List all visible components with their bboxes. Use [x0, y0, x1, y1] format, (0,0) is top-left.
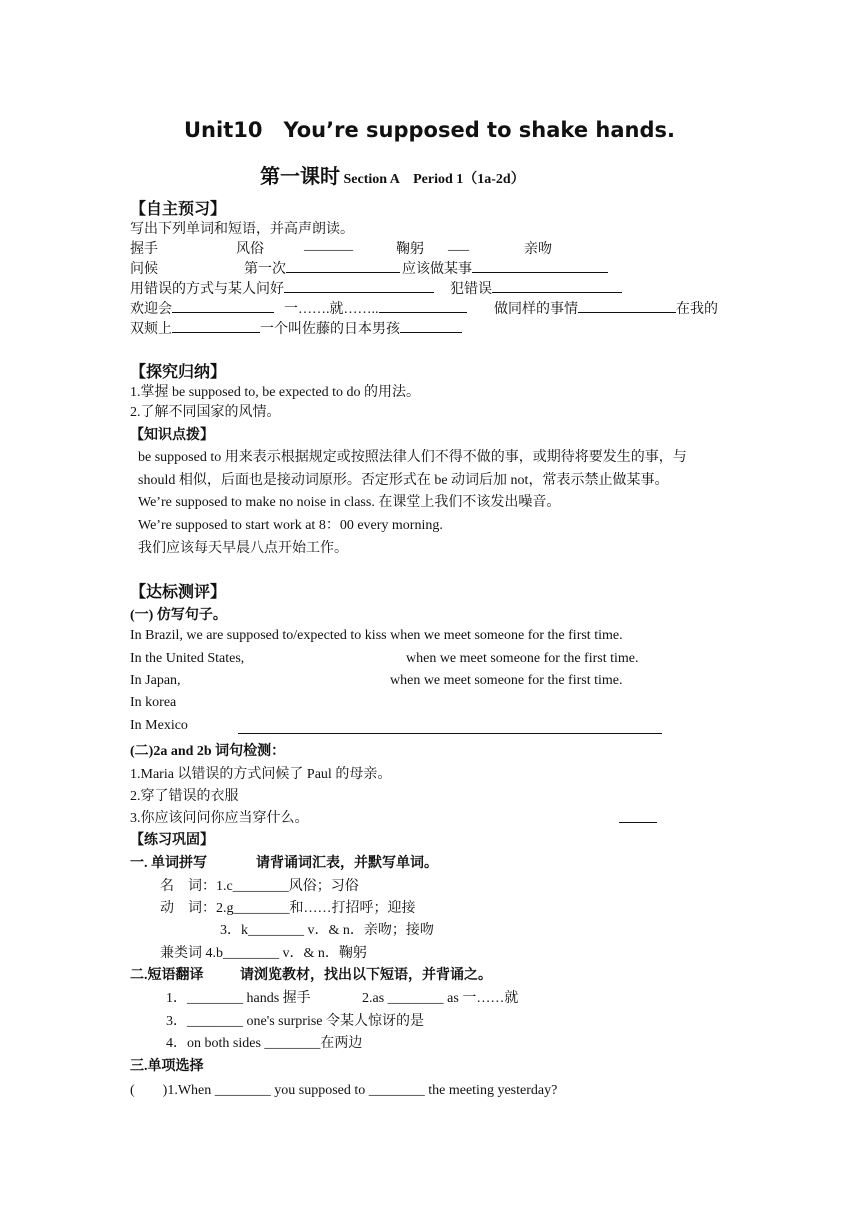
- vocab-mistake-label: 犯错误: [450, 282, 492, 297]
- answer-blank[interactable]: [578, 299, 676, 313]
- answer-blank[interactable]: [472, 259, 608, 273]
- vocab-cheeks: [130, 318, 462, 338]
- phrase-instruction: 请浏览教材，找出以下短语，并背诵之。: [240, 968, 492, 983]
- vocab-supposed-label: 应该做某事: [402, 262, 472, 277]
- test-heading: 【达标测评】: [130, 582, 227, 601]
- choice-heading: 三.单项选择: [130, 1059, 204, 1074]
- phrase-item-4: 4．on both sides ________在两边: [166, 1036, 363, 1051]
- test-part-1: (一) 仿写句子。: [130, 608, 227, 623]
- spelling-item-3: 3．k________ v．& n．亲吻；接吻: [220, 923, 434, 938]
- knowledge-line-5: 我们应该每天早晨八点开始工作。: [138, 541, 348, 556]
- spelling-item-2: 动 词：2.g________和……打招呼；迎接: [160, 901, 416, 916]
- phrase-heading: 二.短语翻译: [130, 968, 204, 983]
- sentence-brazil: In Brazil, we are supposed to/expected to kiss when we meet someone for the first time.: [130, 628, 623, 643]
- vocab-cheeks-label: 双颊上: [130, 322, 172, 337]
- vocab-greet-wrong-label: 用错误的方式与某人问好: [130, 282, 284, 297]
- spelling-heading: 一. 单词拼写: [130, 856, 207, 871]
- sentence-japan-start: In Japan,: [130, 673, 181, 688]
- phrase-item-3: 3．________ one's surprise 令某人惊讶的是: [166, 1014, 425, 1029]
- vocab-supposed: [402, 258, 608, 278]
- page-title: Unit10 You’re supposed to shake hands.: [184, 118, 675, 142]
- vocab-party: [130, 298, 274, 318]
- vocab-first-time: [244, 258, 400, 278]
- vocab-first-time-label: 第一次: [244, 262, 286, 277]
- vocab-custom: 风俗: [236, 242, 264, 257]
- lesson-subtitle: [260, 160, 525, 189]
- sentence-mexico: In Mexico: [130, 718, 188, 733]
- vocab-blank-short: ___: [448, 238, 469, 253]
- vocab-shake-hands: 握手: [130, 242, 158, 257]
- answer-blank[interactable]: [284, 279, 434, 293]
- spelling-item-1: 名 词：1.c________风俗；习俗: [160, 879, 359, 894]
- vocab-greet-wrong: [130, 278, 434, 298]
- vocab-kiss: 亲吻: [524, 242, 552, 257]
- explore-item-1: 1.掌握 be supposed to, be expected to do 的用法。: [130, 385, 421, 400]
- vocab-bow: 鞠躬: [396, 242, 424, 257]
- phrase-item-1: 1．________ hands 握手: [166, 991, 311, 1006]
- check-question-2: 2.穿了错误的衣服: [130, 789, 239, 804]
- vocab-as-soon-as-label: 一…….就……..: [284, 302, 379, 317]
- answer-blank[interactable]: [492, 279, 622, 293]
- knowledge-heading: 【知识点拨】: [130, 428, 214, 443]
- knowledge-line-2: should 相似，后面也是接动词原形。否定形式在 be 动词后加 not，常表示禁止做某事。: [138, 473, 669, 488]
- answer-blank[interactable]: [400, 319, 462, 333]
- answer-blank[interactable]: [286, 259, 400, 273]
- vocab-party-label: 欢迎会: [130, 302, 172, 317]
- knowledge-line-4: We’re supposed to start work at 8：00 every morning.: [138, 518, 443, 533]
- vocab-same-thing: [494, 298, 718, 318]
- explore-heading: 【探究归纳】: [130, 362, 227, 381]
- vocab-blank: _______: [304, 238, 353, 253]
- vocab-same-thing-label: 做同样的事情: [494, 302, 578, 317]
- sentence-us-start: In the United States,: [130, 651, 245, 666]
- vocab-sato-label: 一个叫佐藤的日本男孩: [260, 322, 400, 337]
- phrase-item-2: 2.as ________ as 一……就: [362, 991, 519, 1006]
- mexico-answer-line[interactable]: [238, 733, 662, 734]
- section-label: Section A Period 1（1a-2d）: [340, 172, 525, 187]
- explore-item-2: 2.了解不同国家的风情。: [130, 405, 281, 420]
- practice-heading: 【练习巩固】: [130, 833, 214, 848]
- preview-intro: 写出下列单词和短语，并高声朗读。: [130, 222, 354, 237]
- check-question-3: 3.你应该问问你应当穿什么。: [130, 811, 309, 826]
- knowledge-line-1: be supposed to 用来表示根据规定或按照法律人们不得不做的事，或期待将要发生的事，与: [138, 450, 687, 465]
- spelling-item-4: 兼类词 4.b________ v．& n．鞠躬: [160, 946, 367, 961]
- vocab-mistake: [450, 278, 622, 298]
- check-question-1: 1.Maria 以错误的方式问候了 Paul 的母亲。: [130, 767, 392, 782]
- preview-heading: 【自主预习】: [130, 199, 227, 218]
- sentence-us-end: when we meet someone for the first time.: [406, 651, 639, 666]
- question-3-answer-line[interactable]: [619, 822, 657, 823]
- answer-blank[interactable]: [172, 319, 260, 333]
- knowledge-line-3: We’re supposed to make no noise in class. 在课堂上我们不该发出噪音。: [138, 495, 561, 510]
- sentence-japan-end: when we meet someone for the first time.: [390, 673, 623, 688]
- vocab-greet: 问候: [130, 262, 158, 277]
- answer-blank[interactable]: [172, 299, 274, 313]
- test-part-2: (二)2a and 2b 词句检测：: [130, 744, 286, 759]
- choice-question-1: ( )1.When ________ you supposed to ________ the meeting yesterday?: [130, 1083, 558, 1098]
- spelling-instruction: 请背诵词汇表，并默写单词。: [256, 856, 438, 871]
- vocab-on-my-label: 在我的: [676, 302, 718, 317]
- answer-blank[interactable]: [379, 299, 467, 313]
- lesson-label: 第一课时: [260, 166, 340, 188]
- vocab-as-soon-as: [284, 298, 467, 318]
- sentence-korea: In korea: [130, 695, 177, 710]
